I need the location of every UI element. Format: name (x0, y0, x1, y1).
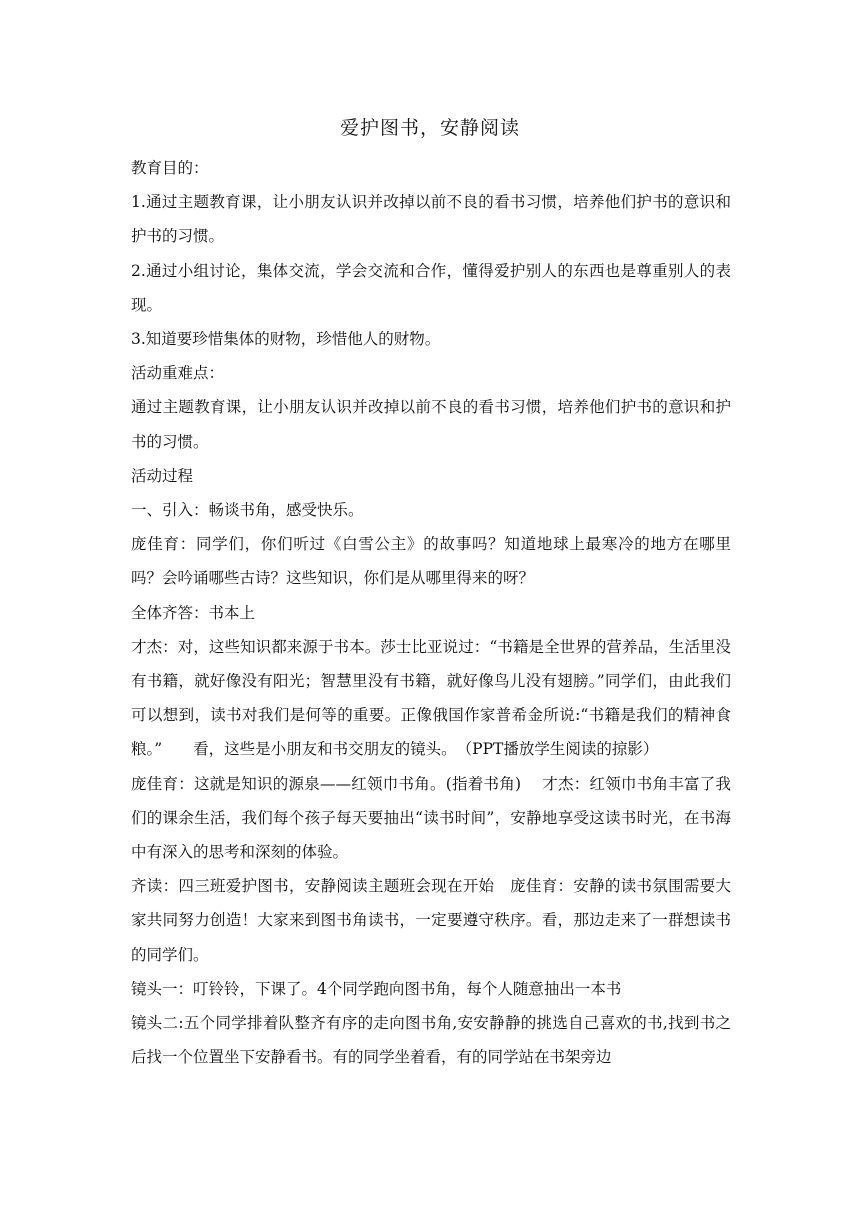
dialogue-paragraph: 全体齐答：书本上 (131, 603, 256, 622)
goal-item-1: 1.通过主题教育课，让小朋友认识并改掉以前不良的看书习惯，培养他们护书的意识和护书的习惯。 (131, 193, 731, 246)
goal-item-2: 2.通过小组讨论，集体交流，学会交流和合作，懂得爱护别人的东西也是尊重别人的表现。 (131, 261, 731, 314)
goal-item-3: 3.知道要珍惜集体的财物，珍惜他人的财物。 (131, 330, 441, 349)
dialogue-paragraph: 齐读：四三班爱护图书，安静阅读主题班会现在开始 庞佳育：安静的读书氛围需要大家共同努力创造！大家来到图书角读书，一定要遵守秩序。看，那边走来了一群想读书的同学们。 (131, 877, 731, 964)
key-points-text: 通过主题教育课，让小朋友认识并改掉以前不良的看书习惯，培养他们护书的意识和护书的习惯。 (131, 398, 731, 451)
document-title: 爱护图书，安静阅读 (339, 117, 520, 139)
process-step-1-heading: 一、引入：畅谈书角，感受快乐。 (131, 501, 364, 520)
section-heading-process: 活动过程 (131, 466, 194, 485)
dialogue-paragraph: 庞佳育：同学们，你们听过《白雪公主》的故事吗？知道地球上最寒冷的地方在哪里吗？会吟诵哪些古诗？这些知识，你们是从哪里得来的呀？ (131, 535, 731, 588)
scene-paragraph: 镜头一：叮铃铃，下课了。4个同学跑向图书角，每个人随意抽出一本书 (131, 979, 622, 998)
document-body (131, 151, 731, 1074)
dialogue-paragraph: 庞佳育：这就是知识的源泉——红领巾书角。(指着书角) 才杰：红领巾书角丰富了我们的课余生活，我们每个孩子每天要抽出“读书时间”，安静地享受这读书时光，在书海中有深入的思考和深刻的体验。 (131, 774, 731, 862)
section-heading-goals: 教育目的： (131, 159, 209, 177)
section-heading-key-points: 活动重难点： (131, 364, 225, 383)
scene-paragraph: 镜头二:五个同学排着队整齐有序的走向图书角,安安静静的挑选自己喜欢的书,找到书之后找一个位置坐下安静看书。有的同学坐着看，有的同学站在书架旁边 (131, 1014, 731, 1067)
dialogue-paragraph: 才杰：对，这些知识都来源于书本。莎士比亚说过：“书籍是全世界的营养品，生活里没有书籍，就好像没有阳光；智慧里没有书籍，就好像鸟儿没有翅膀。”同学们，由此我们可以想到，读书对我们是何等的重要。正像俄国作家普希金所说:“书籍是我们的精神食粮。” 看，这些是小朋友和书交朋友的镜头。 （PPT播放学生阅读的掠影） (131, 637, 731, 759)
